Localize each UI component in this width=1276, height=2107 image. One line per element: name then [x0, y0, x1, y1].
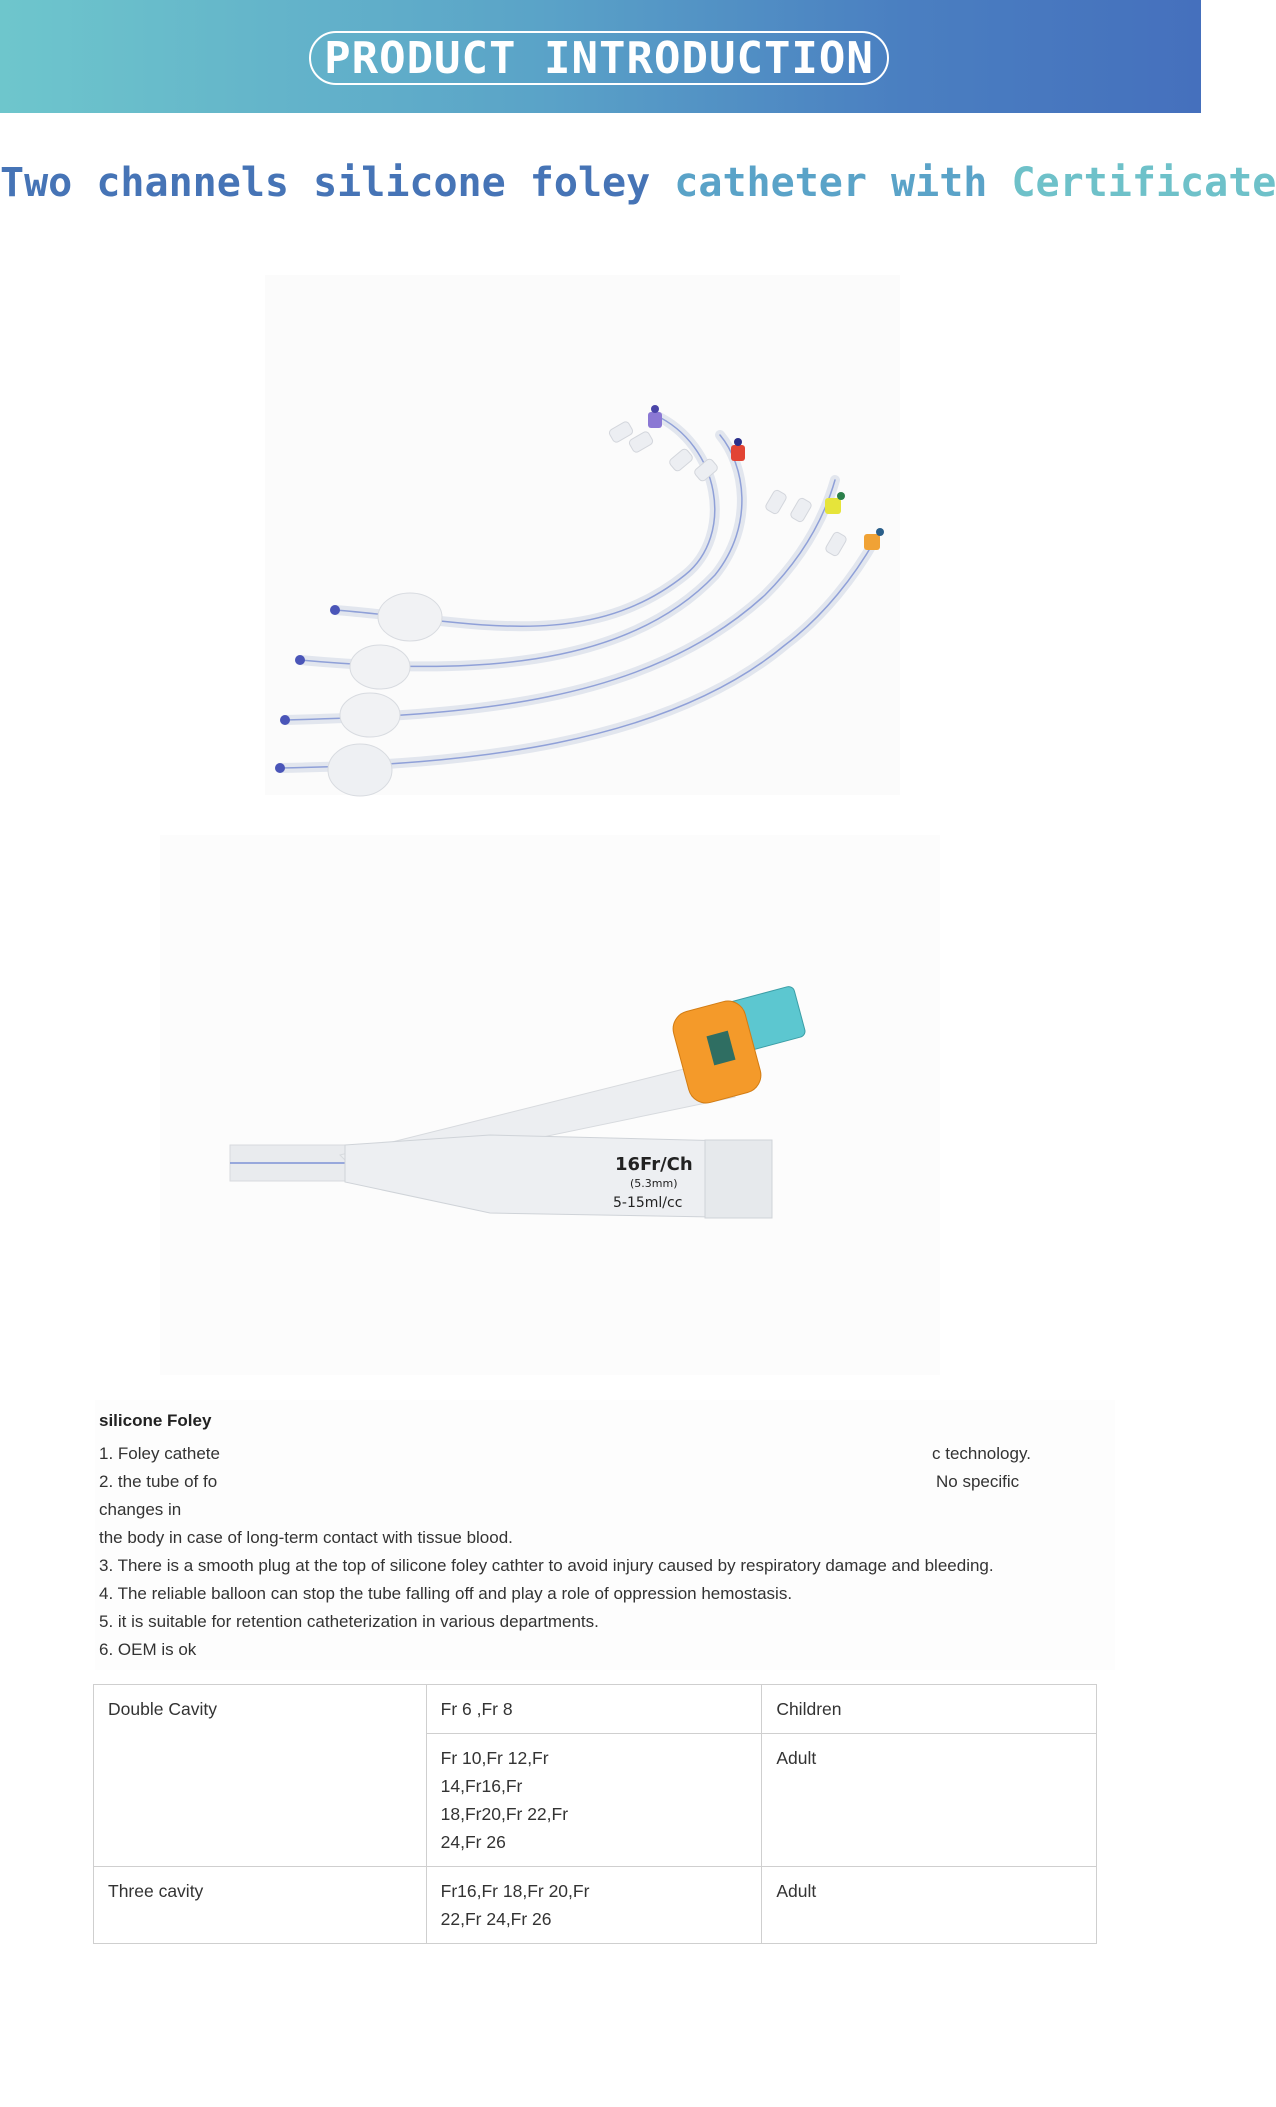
spec-line-1-end: c technology.	[932, 1444, 1031, 1463]
table-cell-sizes: Fr 10,Fr 12,Fr 14,Fr16,Fr 18,Fr20,Fr 22,Fr 24,Fr 26	[426, 1734, 762, 1867]
table-cell-user: Children	[762, 1685, 1097, 1734]
catheter-bundle-image	[265, 275, 900, 795]
volume-print: 5-15ml/cc	[613, 1195, 683, 1211]
table-row	[94, 1867, 1097, 1944]
table-cell-sizes: Fr16,Fr 18,Fr 20,Fr 22,Fr 24,Fr 26	[426, 1867, 762, 1944]
spec-line-4: the body in case of long-term contact with tissue blood.	[99, 1528, 513, 1547]
spec-heading: silicone Foley	[99, 1411, 212, 1430]
table-cell-type: Double Cavity	[94, 1685, 427, 1867]
headline-part1: Two channels silicone foley	[0, 160, 675, 206]
table-cell-sizes: Fr 6 ,Fr 8	[426, 1685, 762, 1734]
headline-part3: Certificate	[1011, 160, 1276, 206]
spec-line-5: 3. There is a smooth plug at the top of silicone foley cathter to avoid injury caused by respiratory damage and bleeding.	[99, 1556, 994, 1575]
spec-line-3: changes in	[99, 1500, 182, 1519]
spec-line-1: 1. Foley cathete	[99, 1444, 220, 1463]
spec-line-7: 5. it is suitable for retention catheterization in various departments.	[99, 1612, 599, 1631]
spec-line-8: 6. OEM is ok	[99, 1640, 197, 1659]
catheter-port-closeup-image	[160, 835, 940, 1375]
table-cell-user: Adult	[762, 1734, 1097, 1867]
table-cell-user: Adult	[762, 1867, 1097, 1944]
spec-line-6: 4. The reliable balloon can stop the tube falling off and play a role of oppression hemostasis.	[99, 1584, 793, 1603]
mm-print: (5.3mm)	[630, 1177, 678, 1190]
spec-line-2-end: No specific	[936, 1472, 1020, 1491]
size-table	[93, 1684, 1097, 1944]
table-cell-type: Three cavity	[94, 1867, 427, 1944]
size-print: 16Fr/Ch	[615, 1154, 693, 1175]
product-headline	[0, 160, 1276, 206]
header-banner	[0, 0, 1201, 113]
banner-title: PRODUCT INTRODUCTION	[309, 31, 889, 85]
headline-part2: catheter with	[674, 160, 1012, 206]
spec-line-2: 2. the tube of fo	[99, 1472, 218, 1491]
table-row	[94, 1685, 1097, 1734]
